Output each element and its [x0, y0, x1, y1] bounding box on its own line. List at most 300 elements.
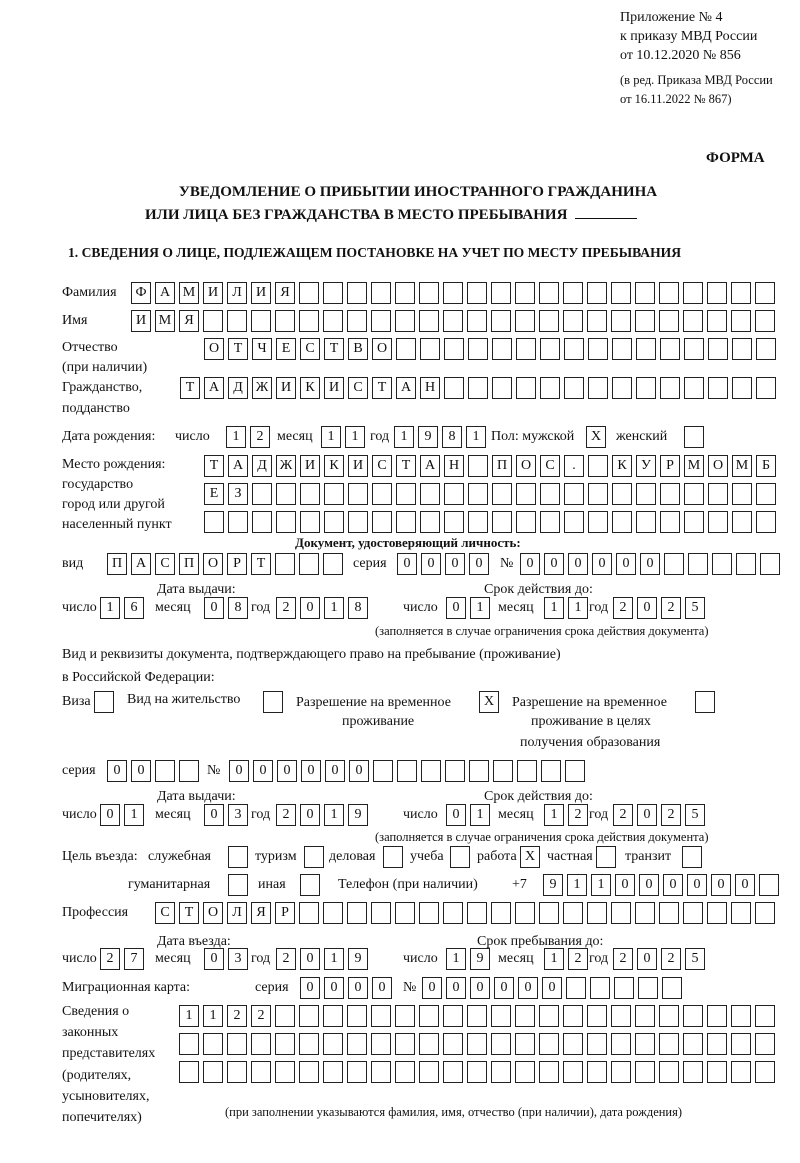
purpose-private-checkbox[interactable] — [596, 846, 616, 868]
char-box[interactable]: С — [372, 455, 392, 477]
char-box[interactable] — [323, 310, 343, 332]
char-box[interactable] — [419, 1005, 439, 1027]
stay-month-field[interactable] — [544, 948, 588, 970]
char-box[interactable] — [275, 310, 295, 332]
char-box[interactable]: 0 — [300, 977, 320, 999]
char-box[interactable] — [588, 338, 608, 360]
char-box[interactable] — [684, 483, 704, 505]
char-box[interactable]: 0 — [687, 874, 707, 896]
char-box[interactable] — [731, 1033, 751, 1055]
char-box[interactable] — [468, 377, 488, 399]
char-box[interactable] — [468, 338, 488, 360]
char-box[interactable] — [611, 1061, 631, 1083]
char-box[interactable]: М — [684, 455, 704, 477]
char-box[interactable]: И — [324, 377, 344, 399]
char-box[interactable] — [491, 1005, 511, 1027]
char-box[interactable] — [445, 760, 465, 782]
char-box[interactable] — [515, 310, 535, 332]
char-box[interactable]: А — [131, 553, 151, 575]
visa-checkbox[interactable] — [94, 691, 114, 713]
char-box[interactable]: 2 — [661, 948, 681, 970]
char-box[interactable] — [348, 511, 368, 533]
char-box[interactable] — [371, 1005, 391, 1027]
char-box[interactable] — [736, 553, 756, 575]
char-box[interactable] — [684, 511, 704, 533]
char-box[interactable] — [516, 511, 536, 533]
char-box[interactable] — [276, 511, 296, 533]
char-box[interactable] — [635, 282, 655, 304]
entry-month-field[interactable] — [204, 948, 248, 970]
char-box[interactable] — [731, 310, 751, 332]
char-box[interactable]: 0 — [637, 948, 657, 970]
char-box[interactable] — [563, 1005, 583, 1027]
char-box[interactable]: 2 — [661, 597, 681, 619]
char-box[interactable] — [540, 511, 560, 533]
char-box[interactable]: И — [348, 455, 368, 477]
char-box[interactable] — [371, 310, 391, 332]
id-expiry-day-field[interactable] — [446, 597, 490, 619]
char-box[interactable] — [731, 282, 751, 304]
char-box[interactable]: Ж — [276, 455, 296, 477]
char-box[interactable]: 0 — [229, 760, 249, 782]
char-box[interactable] — [444, 511, 464, 533]
char-box[interactable] — [611, 1033, 631, 1055]
char-box[interactable] — [541, 760, 561, 782]
char-box[interactable]: А — [396, 377, 416, 399]
char-box[interactable] — [203, 1033, 223, 1055]
char-box[interactable]: 0 — [349, 760, 369, 782]
char-box[interactable] — [467, 310, 487, 332]
id-series-field[interactable] — [397, 553, 489, 575]
char-box[interactable] — [467, 902, 487, 924]
char-box[interactable] — [179, 1033, 199, 1055]
char-box[interactable] — [299, 282, 319, 304]
char-box[interactable] — [252, 511, 272, 533]
char-box[interactable]: 9 — [348, 804, 368, 826]
char-box[interactable]: П — [107, 553, 127, 575]
char-box[interactable] — [731, 1005, 751, 1027]
stay-day-field[interactable] — [446, 948, 490, 970]
char-box[interactable] — [659, 1005, 679, 1027]
char-box[interactable] — [467, 1033, 487, 1055]
char-box[interactable]: У — [636, 455, 656, 477]
char-box[interactable] — [755, 310, 775, 332]
char-box[interactable] — [659, 282, 679, 304]
char-box[interactable] — [491, 902, 511, 924]
char-box[interactable]: И — [203, 282, 223, 304]
char-box[interactable] — [635, 902, 655, 924]
char-box[interactable] — [468, 511, 488, 533]
char-box[interactable]: 2 — [276, 597, 296, 619]
char-box[interactable]: Т — [180, 377, 200, 399]
char-box[interactable]: 6 — [124, 597, 144, 619]
char-box[interactable] — [155, 760, 175, 782]
char-box[interactable] — [612, 377, 632, 399]
char-box[interactable] — [587, 1033, 607, 1055]
char-box[interactable] — [755, 1033, 775, 1055]
char-box[interactable]: М — [155, 310, 175, 332]
char-box[interactable] — [516, 338, 536, 360]
char-box[interactable] — [179, 760, 199, 782]
char-box[interactable] — [612, 338, 632, 360]
char-box[interactable]: К — [324, 455, 344, 477]
char-box[interactable] — [515, 902, 535, 924]
char-box[interactable]: X — [586, 426, 606, 448]
char-box[interactable] — [515, 1061, 535, 1083]
char-box[interactable] — [756, 511, 776, 533]
char-box[interactable]: К — [612, 455, 632, 477]
char-box[interactable] — [565, 760, 585, 782]
char-box[interactable] — [348, 483, 368, 505]
char-box[interactable] — [683, 1005, 703, 1027]
char-box[interactable]: 1 — [321, 426, 341, 448]
char-box[interactable]: С — [540, 455, 560, 477]
char-box[interactable]: 2 — [613, 948, 633, 970]
char-box[interactable] — [516, 377, 536, 399]
char-box[interactable] — [395, 282, 415, 304]
char-box[interactable] — [756, 483, 776, 505]
char-box[interactable] — [684, 338, 704, 360]
char-box[interactable]: 2 — [251, 1005, 271, 1027]
char-box[interactable] — [683, 1061, 703, 1083]
char-box[interactable] — [275, 1061, 295, 1083]
char-box[interactable] — [275, 553, 295, 575]
char-box[interactable] — [587, 282, 607, 304]
char-box[interactable]: 0 — [131, 760, 151, 782]
char-box[interactable] — [251, 1033, 271, 1055]
char-box[interactable] — [611, 902, 631, 924]
char-box[interactable] — [419, 1033, 439, 1055]
char-box[interactable] — [372, 483, 392, 505]
char-box[interactable] — [587, 1061, 607, 1083]
char-box[interactable]: 1 — [567, 874, 587, 896]
char-box[interactable]: 0 — [301, 760, 321, 782]
char-box[interactable] — [755, 282, 775, 304]
char-box[interactable] — [396, 483, 416, 505]
char-box[interactable]: 1 — [324, 804, 344, 826]
char-box[interactable]: С — [348, 377, 368, 399]
char-box[interactable]: 0 — [542, 977, 562, 999]
char-box[interactable] — [493, 760, 513, 782]
char-box[interactable] — [347, 1061, 367, 1083]
phone-field[interactable] — [543, 874, 779, 896]
char-box[interactable]: П — [492, 455, 512, 477]
char-box[interactable] — [421, 760, 441, 782]
char-box[interactable] — [662, 977, 682, 999]
representatives-field-line-3[interactable] — [179, 1061, 775, 1083]
char-box[interactable]: 0 — [100, 804, 120, 826]
char-box[interactable]: 0 — [663, 874, 683, 896]
char-box[interactable]: Я — [179, 310, 199, 332]
char-box[interactable]: В — [348, 338, 368, 360]
char-box[interactable]: 0 — [592, 553, 612, 575]
char-box[interactable]: 1 — [544, 948, 564, 970]
char-box[interactable] — [564, 338, 584, 360]
char-box[interactable]: О — [204, 338, 224, 360]
char-box[interactable] — [539, 310, 559, 332]
char-box[interactable] — [566, 977, 586, 999]
char-box[interactable] — [252, 483, 272, 505]
char-box[interactable] — [611, 310, 631, 332]
residence-expiry-month-field[interactable] — [544, 804, 588, 826]
char-box[interactable]: А — [204, 377, 224, 399]
char-box[interactable]: 0 — [300, 597, 320, 619]
char-box[interactable]: 1 — [470, 597, 490, 619]
char-box[interactable]: О — [203, 553, 223, 575]
char-box[interactable] — [611, 1005, 631, 1027]
char-box[interactable] — [468, 455, 488, 477]
purpose-tourism-checkbox[interactable] — [304, 846, 324, 868]
purpose-official-checkbox[interactable] — [228, 846, 248, 868]
char-box[interactable]: 8 — [228, 597, 248, 619]
char-box[interactable] — [323, 1033, 343, 1055]
char-box[interactable] — [420, 338, 440, 360]
char-box[interactable]: 0 — [277, 760, 297, 782]
char-box[interactable]: 0 — [518, 977, 538, 999]
char-box[interactable]: 0 — [446, 597, 466, 619]
char-box[interactable]: 1 — [394, 426, 414, 448]
char-box[interactable]: С — [155, 553, 175, 575]
char-box[interactable] — [395, 1061, 415, 1083]
char-box[interactable]: 0 — [494, 977, 514, 999]
purpose-other-checkbox[interactable] — [300, 874, 320, 896]
surname-field[interactable] — [131, 282, 775, 304]
char-box[interactable] — [468, 483, 488, 505]
char-box[interactable] — [732, 338, 752, 360]
char-box[interactable] — [755, 902, 775, 924]
char-box[interactable] — [275, 1033, 295, 1055]
char-box[interactable] — [323, 282, 343, 304]
purpose-transit-checkbox[interactable] — [682, 846, 702, 868]
char-box[interactable] — [299, 1005, 319, 1027]
char-box[interactable] — [612, 483, 632, 505]
char-box[interactable]: 0 — [616, 553, 636, 575]
char-box[interactable] — [444, 483, 464, 505]
char-box[interactable]: 0 — [300, 804, 320, 826]
char-box[interactable] — [275, 1005, 295, 1027]
char-box[interactable]: 0 — [204, 597, 224, 619]
char-box[interactable] — [564, 377, 584, 399]
char-box[interactable] — [347, 310, 367, 332]
char-box[interactable] — [323, 553, 343, 575]
char-box[interactable] — [516, 483, 536, 505]
char-box[interactable] — [515, 282, 535, 304]
char-box[interactable] — [563, 310, 583, 332]
char-box[interactable]: И — [131, 310, 151, 332]
char-box[interactable] — [300, 483, 320, 505]
char-box[interactable] — [467, 1061, 487, 1083]
char-box[interactable]: К — [300, 377, 320, 399]
char-box[interactable]: 5 — [685, 948, 705, 970]
char-box[interactable] — [540, 338, 560, 360]
char-box[interactable]: 1 — [568, 597, 588, 619]
patronymic-field[interactable] — [204, 338, 776, 360]
char-box[interactable]: Н — [444, 455, 464, 477]
char-box[interactable] — [539, 1061, 559, 1083]
char-box[interactable] — [755, 1061, 775, 1083]
char-box[interactable] — [492, 338, 512, 360]
char-box[interactable]: 1 — [324, 948, 344, 970]
char-box[interactable] — [659, 1033, 679, 1055]
char-box[interactable]: 9 — [543, 874, 563, 896]
char-box[interactable]: Я — [251, 902, 271, 924]
char-box[interactable] — [395, 310, 415, 332]
char-box[interactable] — [443, 1061, 463, 1083]
char-box[interactable]: 5 — [685, 804, 705, 826]
char-box[interactable]: 9 — [418, 426, 438, 448]
char-box[interactable] — [228, 511, 248, 533]
id-expiry-year-field[interactable] — [613, 597, 705, 619]
char-box[interactable]: 0 — [325, 760, 345, 782]
char-box[interactable] — [443, 902, 463, 924]
char-box[interactable] — [587, 902, 607, 924]
char-box[interactable]: М — [179, 282, 199, 304]
char-box[interactable]: Р — [227, 553, 247, 575]
id-expiry-month-field[interactable] — [544, 597, 588, 619]
char-box[interactable]: С — [300, 338, 320, 360]
char-box[interactable]: 0 — [615, 874, 635, 896]
char-box[interactable] — [683, 902, 703, 924]
char-box[interactable]: 0 — [204, 948, 224, 970]
char-box[interactable]: 0 — [300, 948, 320, 970]
char-box[interactable]: 3 — [228, 804, 248, 826]
char-box[interactable] — [708, 377, 728, 399]
id-issue-month-field[interactable] — [204, 597, 248, 619]
char-box[interactable] — [94, 691, 114, 713]
char-box[interactable] — [756, 377, 776, 399]
char-box[interactable]: И — [300, 455, 320, 477]
char-box[interactable]: 2 — [661, 804, 681, 826]
char-box[interactable] — [684, 377, 704, 399]
purpose-humanitarian-checkbox[interactable] — [228, 874, 248, 896]
char-box[interactable] — [395, 1005, 415, 1027]
char-box[interactable]: Д — [228, 377, 248, 399]
char-box[interactable] — [563, 282, 583, 304]
char-box[interactable]: Б — [756, 455, 776, 477]
char-box[interactable]: 1 — [203, 1005, 223, 1027]
char-box[interactable]: 1 — [446, 948, 466, 970]
char-box[interactable] — [299, 902, 319, 924]
residence-issue-day-field[interactable] — [100, 804, 144, 826]
char-box[interactable] — [443, 310, 463, 332]
char-box[interactable]: И — [276, 377, 296, 399]
char-box[interactable]: 0 — [735, 874, 755, 896]
char-box[interactable] — [588, 511, 608, 533]
char-box[interactable]: З — [228, 483, 248, 505]
char-box[interactable] — [347, 1005, 367, 1027]
char-box[interactable] — [540, 483, 560, 505]
char-box[interactable] — [227, 1033, 247, 1055]
char-box[interactable] — [203, 310, 223, 332]
char-box[interactable]: 1 — [179, 1005, 199, 1027]
char-box[interactable]: 0 — [639, 874, 659, 896]
char-box[interactable] — [299, 553, 319, 575]
char-box[interactable] — [596, 846, 616, 868]
char-box[interactable] — [444, 377, 464, 399]
char-box[interactable] — [299, 1061, 319, 1083]
char-box[interactable]: 9 — [470, 948, 490, 970]
char-box[interactable] — [396, 338, 416, 360]
char-box[interactable] — [683, 282, 703, 304]
char-box[interactable] — [227, 1061, 247, 1083]
char-box[interactable] — [372, 511, 392, 533]
char-box[interactable]: 0 — [637, 804, 657, 826]
char-box[interactable] — [614, 977, 634, 999]
char-box[interactable]: А — [420, 455, 440, 477]
char-box[interactable] — [755, 1005, 775, 1027]
char-box[interactable] — [227, 310, 247, 332]
char-box[interactable]: Л — [227, 282, 247, 304]
char-box[interactable]: X — [520, 846, 540, 868]
char-box[interactable]: О — [203, 902, 223, 924]
char-box[interactable]: 2 — [227, 1005, 247, 1027]
representatives-field-line-2[interactable] — [179, 1033, 775, 1055]
char-box[interactable]: Т — [396, 455, 416, 477]
char-box[interactable] — [371, 282, 391, 304]
char-box[interactable] — [228, 846, 248, 868]
char-box[interactable]: Т — [179, 902, 199, 924]
char-box[interactable] — [636, 483, 656, 505]
char-box[interactable] — [347, 282, 367, 304]
char-box[interactable]: 8 — [348, 597, 368, 619]
char-box[interactable] — [563, 1061, 583, 1083]
char-box[interactable] — [450, 846, 470, 868]
birth-day-field[interactable] — [226, 426, 270, 448]
char-box[interactable]: 1 — [544, 804, 564, 826]
residence-number-field[interactable] — [229, 760, 585, 782]
char-box[interactable] — [443, 1033, 463, 1055]
char-box[interactable] — [712, 553, 732, 575]
char-box[interactable] — [347, 902, 367, 924]
char-box[interactable] — [664, 553, 684, 575]
char-box[interactable] — [707, 310, 727, 332]
char-box[interactable]: А — [228, 455, 248, 477]
char-box[interactable]: Т — [324, 338, 344, 360]
char-box[interactable] — [759, 874, 779, 896]
char-box[interactable]: 2 — [276, 948, 296, 970]
char-box[interactable] — [756, 338, 776, 360]
char-box[interactable] — [612, 511, 632, 533]
entry-day-field[interactable] — [100, 948, 144, 970]
char-box[interactable]: 1 — [226, 426, 246, 448]
residence-expiry-day-field[interactable] — [446, 804, 490, 826]
char-box[interactable] — [491, 282, 511, 304]
char-box[interactable]: О — [372, 338, 392, 360]
char-box[interactable] — [539, 1005, 559, 1027]
birthplace-field-line-1[interactable] — [204, 455, 776, 477]
id-issue-day-field[interactable] — [100, 597, 144, 619]
residence-issue-year-field[interactable] — [276, 804, 368, 826]
char-box[interactable] — [732, 483, 752, 505]
char-box[interactable]: 1 — [470, 804, 490, 826]
char-box[interactable]: Ч — [252, 338, 272, 360]
char-box[interactable]: Ж — [252, 377, 272, 399]
char-box[interactable] — [467, 282, 487, 304]
char-box[interactable] — [515, 1033, 535, 1055]
char-box[interactable] — [563, 902, 583, 924]
representatives-field-line-1[interactable] — [179, 1005, 775, 1027]
char-box[interactable]: Р — [275, 902, 295, 924]
char-box[interactable]: Т — [251, 553, 271, 575]
char-box[interactable] — [760, 553, 780, 575]
char-box[interactable] — [419, 282, 439, 304]
char-box[interactable] — [660, 338, 680, 360]
char-box[interactable]: Я — [275, 282, 295, 304]
char-box[interactable] — [611, 282, 631, 304]
char-box[interactable] — [635, 310, 655, 332]
id-issue-year-field[interactable] — [276, 597, 368, 619]
char-box[interactable] — [688, 553, 708, 575]
